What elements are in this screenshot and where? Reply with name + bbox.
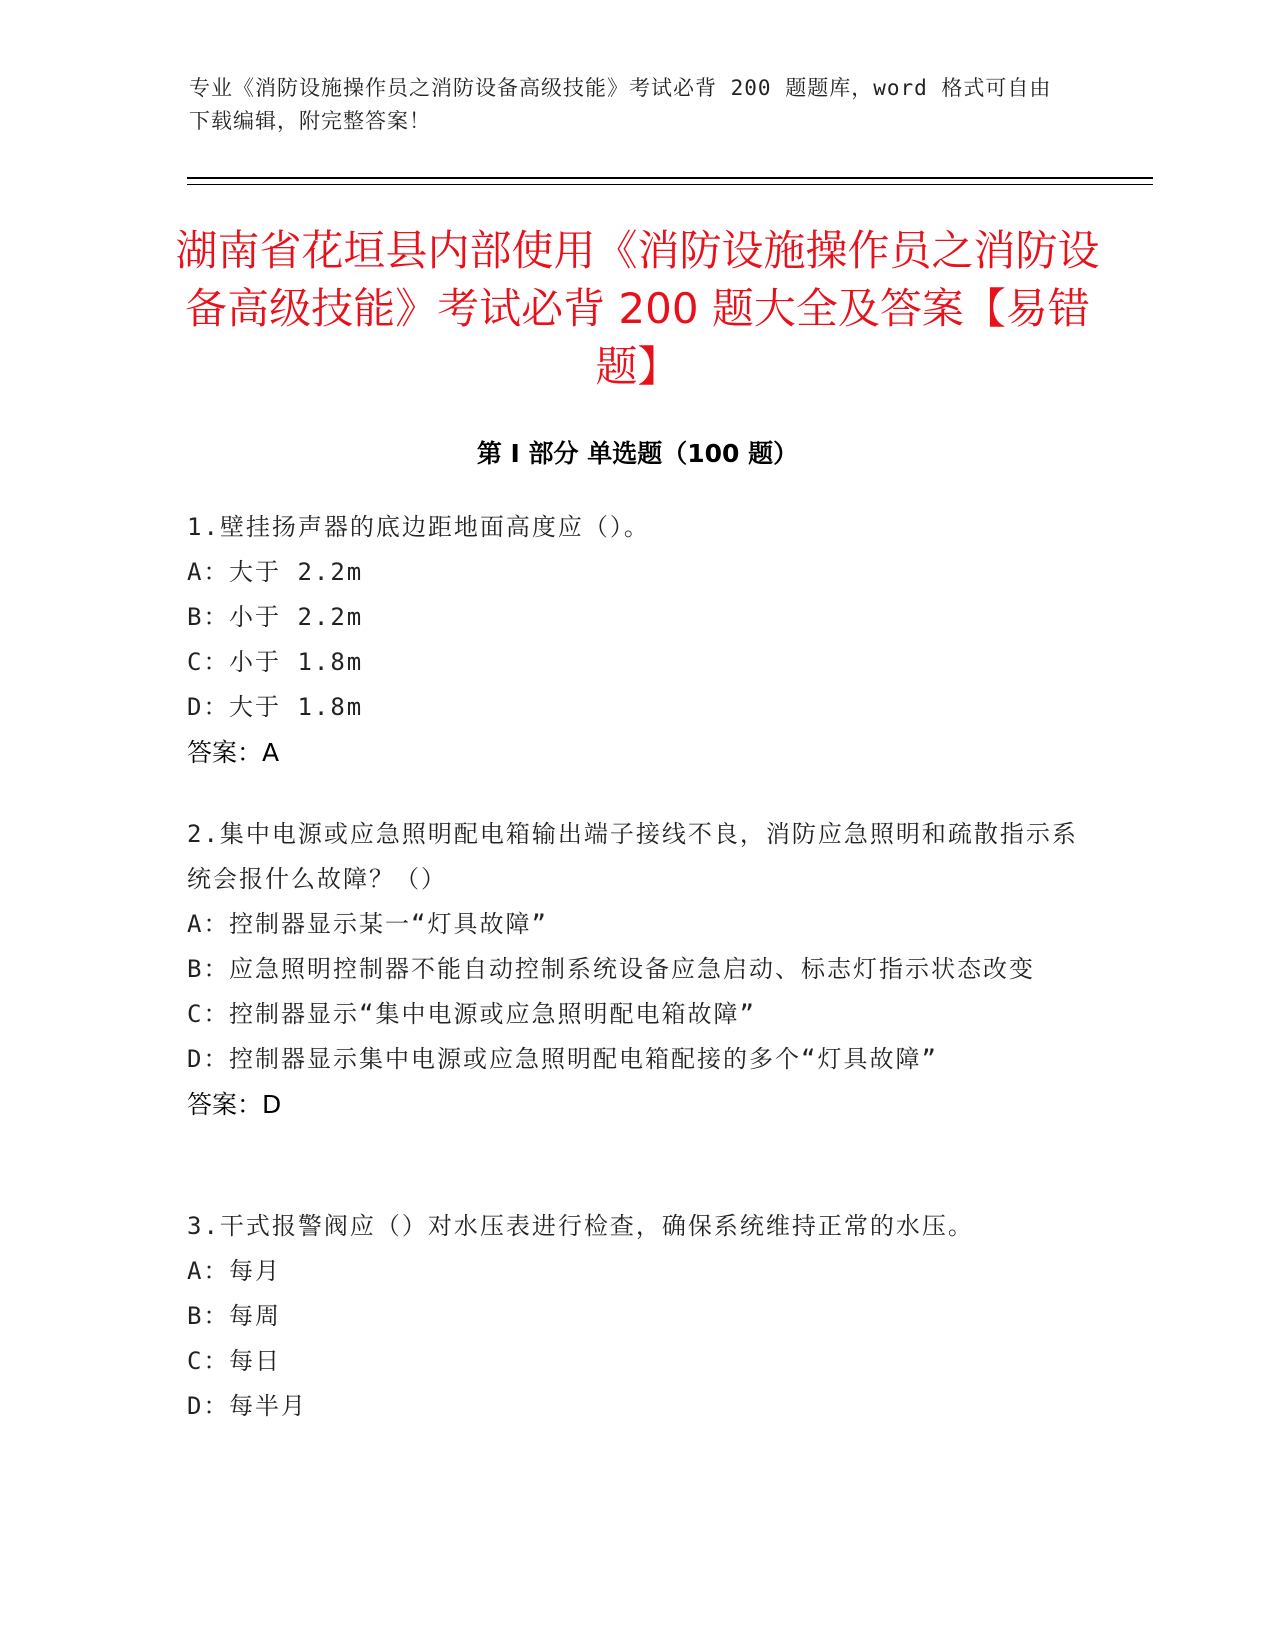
question-1 [187, 505, 1087, 775]
option-text: 控制器显示“集中电源或应急照明配电箱故障” [229, 1000, 756, 1028]
header-divider-thick [187, 177, 1153, 179]
question-stem: 3.干式报警阀应（）对水压表进行检查，确保系统维持正常的水压。 [187, 1212, 974, 1240]
option-text: 每月 [229, 1257, 281, 1285]
option-letter: C： [187, 1347, 230, 1375]
option-text: 每半月 [229, 1392, 307, 1420]
option-text: 应急照明控制器不能自动控制系统设备应急启动、标志灯指示状态改变 [229, 955, 1035, 983]
option-letter: A： [187, 910, 230, 938]
answer-label: 答案：A [187, 738, 280, 767]
answer-label: 答案：D [187, 1090, 282, 1119]
question-stem: 1.壁挂扬声器的底边距地面高度应（）。 [187, 513, 650, 541]
option-letter: A： [187, 558, 230, 586]
option-letter: D： [187, 1392, 230, 1420]
header-divider-thin [187, 184, 1153, 185]
option-letter: A： [187, 1257, 230, 1285]
option-text: 小于 1.8m [229, 648, 364, 676]
option-letter: B： [187, 955, 230, 983]
question-3 [187, 1204, 1087, 1429]
option-b [187, 595, 1087, 640]
option-letter: C： [187, 648, 230, 676]
option-text: 每周 [229, 1302, 281, 1330]
option-letter: D： [187, 1045, 230, 1073]
option-a [187, 550, 1087, 595]
option-letter: B： [187, 1302, 230, 1330]
option-a [187, 1249, 1087, 1294]
question-stem: 2.集中电源或应急照明配电箱输出端子接线不良，消防应急照明和疏散指示系统会报什么故障？（） [187, 820, 1078, 893]
option-c [187, 640, 1087, 685]
option-b [187, 1294, 1087, 1339]
option-d [187, 1384, 1087, 1429]
question-2 [187, 812, 1087, 1127]
header-note: 专业《消防设施操作员之消防设备高级技能》考试必背 200 题题库，word 格式可自由下载编辑，附完整答案！ [189, 76, 1052, 133]
option-c [187, 992, 1087, 1037]
option-text: 大于 1.8m [229, 693, 364, 721]
option-d [187, 685, 1087, 730]
option-text: 大于 2.2m [229, 558, 364, 586]
option-text: 控制器显示某一“灯具故障” [229, 910, 548, 938]
option-text: 每日 [229, 1347, 281, 1375]
option-text: 小于 2.2m [229, 603, 364, 631]
option-letter: D： [187, 693, 230, 721]
option-letter: C： [187, 1000, 230, 1028]
option-d [187, 1037, 1087, 1082]
option-letter: B： [187, 603, 230, 631]
option-c [187, 1339, 1087, 1384]
option-a [187, 902, 1087, 947]
document-title: 湖南省花垣县内部使用《消防设施操作员之消防设备高级技能》考试必背 200 题大全及答案【易错题】 [175, 226, 1100, 391]
option-b [187, 947, 1087, 992]
section-heading: 第 I 部分 单选题（100 题） [476, 439, 799, 468]
option-text: 控制器显示集中电源或应急照明配电箱配接的多个“灯具故障” [229, 1045, 938, 1073]
